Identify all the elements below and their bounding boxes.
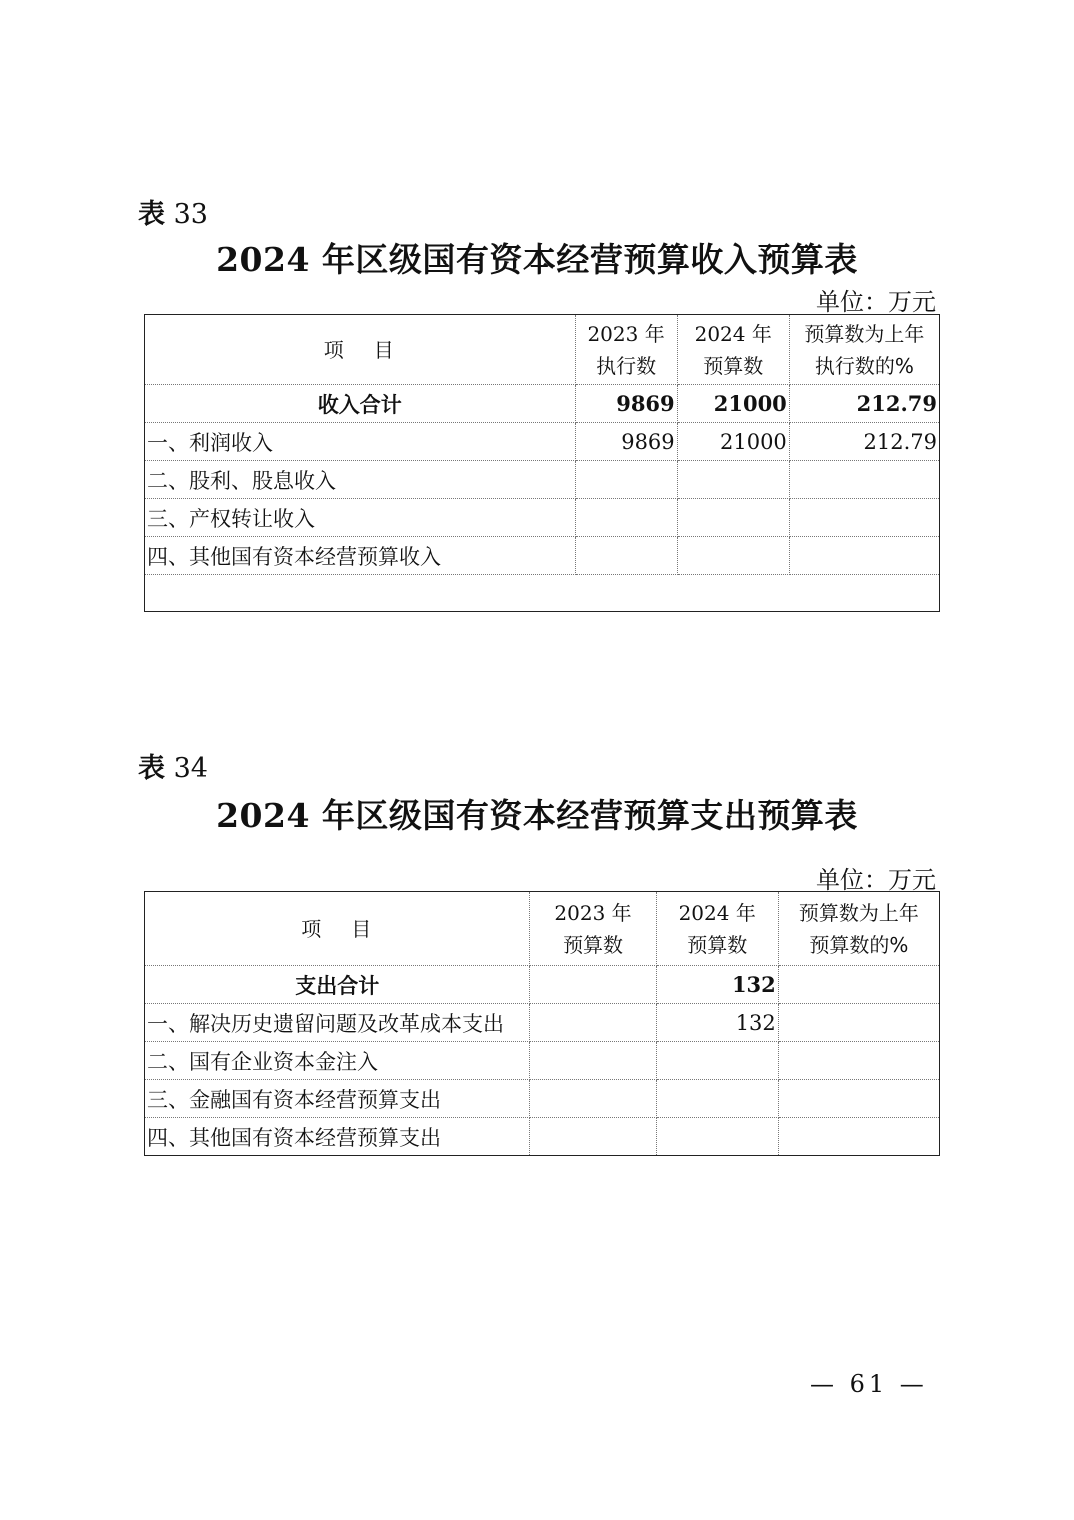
row-v2: 21000 bbox=[677, 423, 789, 461]
row-v1 bbox=[575, 537, 677, 575]
table34-total-v3 bbox=[778, 966, 939, 1004]
row-label: 四、其他国有资本经营预算收入 bbox=[145, 537, 576, 575]
table-row bbox=[145, 537, 940, 575]
table33-total-v2: 21000 bbox=[677, 385, 789, 423]
row-v2 bbox=[677, 499, 789, 537]
row-v1 bbox=[530, 1080, 656, 1118]
table33-header-col2: 2024 年 预算数 bbox=[677, 315, 789, 385]
row-v1 bbox=[530, 1042, 656, 1080]
table34-title: 2024 年区级国有资本经营预算支出预算表 bbox=[216, 796, 858, 835]
table34-total-v1 bbox=[530, 966, 656, 1004]
table-row bbox=[145, 1004, 940, 1042]
table33-total-v3: 212.79 bbox=[789, 385, 939, 423]
table34-header-col2: 2024 年 预算数 bbox=[656, 892, 778, 966]
table34-label: 表 34 bbox=[138, 753, 208, 784]
table-row bbox=[145, 1042, 940, 1080]
row-label: 三、产权转让收入 bbox=[145, 499, 576, 537]
table33-title: 2024 年区级国有资本经营预算收入预算表 bbox=[216, 240, 858, 279]
table34-header-item: 项目 bbox=[145, 892, 530, 966]
table34-header-col3: 预算数为上年 预算数的% bbox=[778, 892, 939, 966]
empty-cell bbox=[145, 575, 940, 612]
row-label: 二、国有企业资本金注入 bbox=[145, 1042, 530, 1080]
row-v2 bbox=[677, 537, 789, 575]
table-row bbox=[145, 1080, 940, 1118]
row-v1: 9869 bbox=[575, 423, 677, 461]
page-number: — 61 — bbox=[810, 1370, 928, 1398]
row-v1 bbox=[530, 1004, 656, 1042]
row-v1 bbox=[530, 1118, 656, 1156]
table33-header-col1: 2023 年 执行数 bbox=[575, 315, 677, 385]
table33-unit: 单位：万元 bbox=[816, 288, 936, 316]
table-row bbox=[145, 423, 940, 461]
table33-label: 表 33 bbox=[138, 199, 208, 230]
table33-empty-row bbox=[145, 575, 940, 612]
table33 bbox=[144, 314, 940, 612]
table33-header-row bbox=[145, 315, 940, 385]
row-label: 一、解决历史遗留问题及改革成本支出 bbox=[145, 1004, 530, 1042]
row-v2 bbox=[656, 1118, 778, 1156]
table33-total-row bbox=[145, 385, 940, 423]
table33-total-v1: 9869 bbox=[575, 385, 677, 423]
table34-header-row bbox=[145, 892, 940, 966]
table33-header-col3: 预算数为上年 执行数的% bbox=[789, 315, 939, 385]
table33-total-label: 收入合计 bbox=[145, 385, 576, 423]
row-v3 bbox=[789, 537, 939, 575]
row-v3 bbox=[778, 1118, 939, 1156]
row-v2 bbox=[656, 1080, 778, 1118]
row-v2 bbox=[656, 1042, 778, 1080]
row-v3 bbox=[778, 1080, 939, 1118]
row-label: 四、其他国有资本经营预算支出 bbox=[145, 1118, 530, 1156]
table34 bbox=[144, 891, 940, 1156]
table-row bbox=[145, 1118, 940, 1156]
table34-total-label: 支出合计 bbox=[145, 966, 530, 1004]
table34-header-col1: 2023 年 预算数 bbox=[530, 892, 656, 966]
row-v3 bbox=[789, 499, 939, 537]
row-label: 二、股利、股息收入 bbox=[145, 461, 576, 499]
table-row bbox=[145, 461, 940, 499]
row-v1 bbox=[575, 461, 677, 499]
row-v3 bbox=[778, 1042, 939, 1080]
row-v1 bbox=[575, 499, 677, 537]
table33-header-item: 项目 bbox=[145, 315, 576, 385]
row-v3: 212.79 bbox=[789, 423, 939, 461]
row-v3 bbox=[789, 461, 939, 499]
row-label: 一、利润收入 bbox=[145, 423, 576, 461]
table34-unit: 单位：万元 bbox=[816, 866, 936, 894]
table34-total-row bbox=[145, 966, 940, 1004]
table-row bbox=[145, 499, 940, 537]
row-label: 三、金融国有资本经营预算支出 bbox=[145, 1080, 530, 1118]
row-v2: 132 bbox=[656, 1004, 778, 1042]
row-v2 bbox=[677, 461, 789, 499]
table34-total-v2: 132 bbox=[656, 966, 778, 1004]
row-v3 bbox=[778, 1004, 939, 1042]
